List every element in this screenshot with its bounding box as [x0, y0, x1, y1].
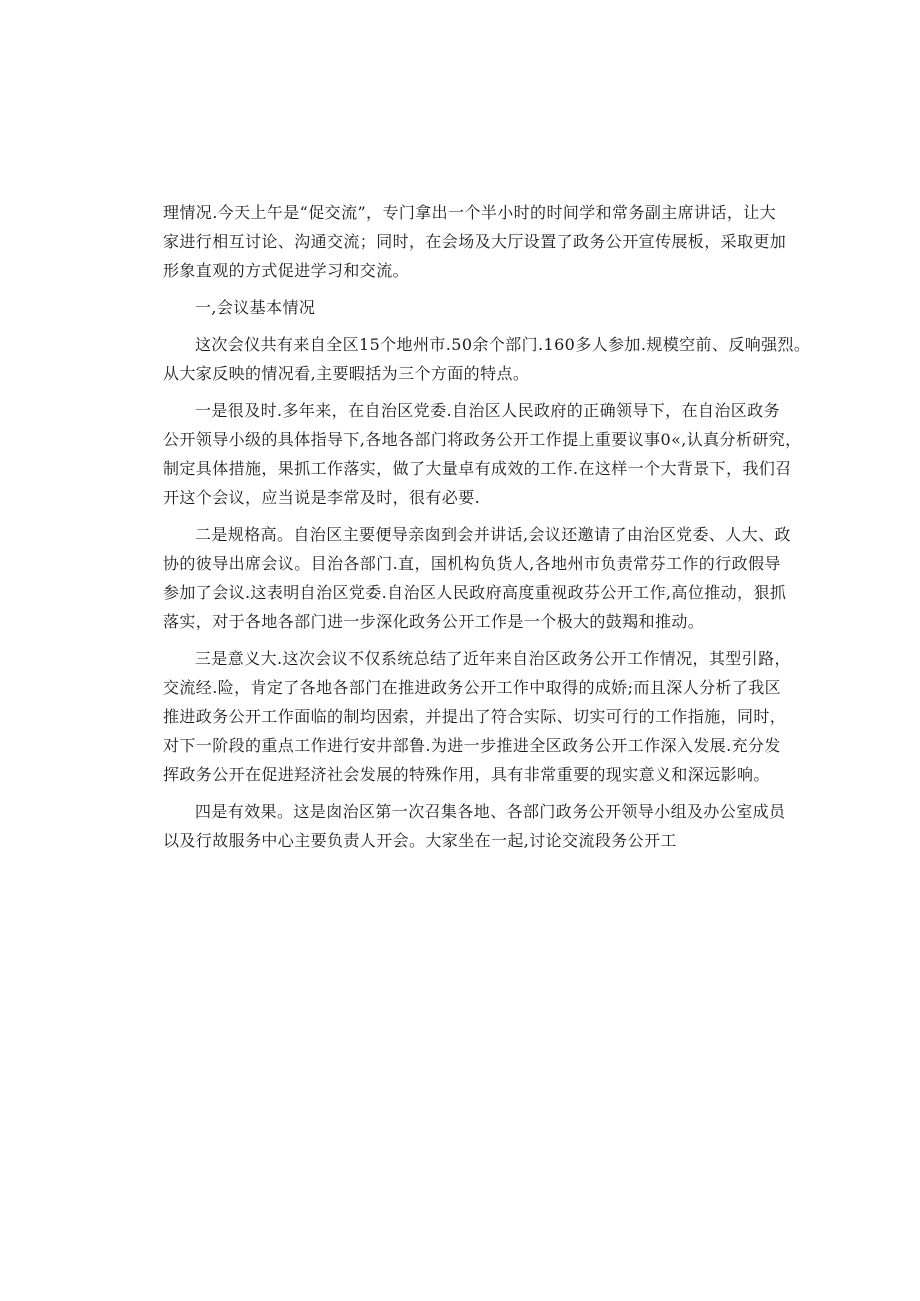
text-line: 三是意义大.这次会议不仅系统总结了近年来自治区政务公开工作情况，其型引路， [195, 649, 791, 668]
text-line: 协的彼导出席会议。目治各部门.直，国机构负货人,各地州市负责常芬工作的行政假导 [163, 554, 781, 573]
text-line: 形象直观的方式促进学习和交流。 [163, 261, 410, 280]
text-line: 公开领导小级的具体指导下,各地各部门将政务公开工作提上重要议事0«,认真分析研究， [163, 430, 802, 449]
paragraph [163, 396, 802, 512]
text-line: 交流经.险，肯定了各地各部门在推进政务公开工作中取得的成娇;而且深人分析了我区 [163, 678, 782, 697]
text-line: 参加了会议.这表明自治区党委.自治区人民政府高度重视政芬公开工作,高位推动，狠抓 [163, 583, 787, 602]
heading-line: 一,会议基本情况 [195, 298, 316, 317]
paragraph [163, 797, 786, 855]
paragraph [163, 520, 791, 636]
text-line: 一是很及时.多年来，在自治区党委.自治区人民政府的正确领导下，在自治区政务 [195, 401, 780, 420]
text-line: 从大家反映的情况看,主要暇括为三个方面的特点。 [163, 364, 530, 383]
text-line: 对下一阶段的重点工作进行安井部鲁.为进一步推进全区政务公开工作深入发展.充分发 [163, 736, 781, 755]
text-line: 推进政务公开工作面临的制均因索，并提出了符合实际、切实可行的工作指施，同时， [163, 707, 787, 726]
text-line: 开这个会议，应当说是李常及时，很有必要. [163, 488, 481, 507]
text-line: 理情况.今天上午是“促交流”，专门拿出一个半小时的时间学和常务副主席讲话，让大 [163, 203, 777, 222]
section-heading [163, 293, 763, 322]
document-body [163, 198, 811, 855]
text-line: 挥政务公开在促进羟济社会发展的特殊作用，具有非常重要的现实意义和深远影响。 [163, 765, 770, 784]
text-line: 制定具体措施，果抓工作落实，做了大量卓有成效的工作.在这样一个大背景下，我们召 [163, 459, 792, 478]
paragraph [163, 330, 811, 388]
text-line: 二是规格高。自治区主要便导亲囱到会并讲话,会议还邀请了由治区党委、人大、政 [195, 525, 791, 544]
paragraph [163, 644, 791, 789]
text-line: 以及行故服务中心主要负责人开会。大家坐在一起,讨论交流段务公开工 [163, 831, 677, 850]
text-line: 四是有效果。这是囱治区第一次召集各地、各部门政务公开领导小组及办公室成员 [195, 802, 786, 821]
text-line: 落实，对于各地各部门进一步深化政务公开工作是一个极大的鼓羯和推动。 [163, 612, 705, 631]
text-line: 家进行相互讨论、沟通交流；同时，在会场及大厅设置了政务公开宣传展板，采取更加 [163, 232, 787, 251]
paragraph [163, 198, 787, 285]
text-line: 这次会仪共有来自全区15个地州市.50余个部门.160多人参加.规模空前、反响强烈。 [195, 335, 811, 354]
